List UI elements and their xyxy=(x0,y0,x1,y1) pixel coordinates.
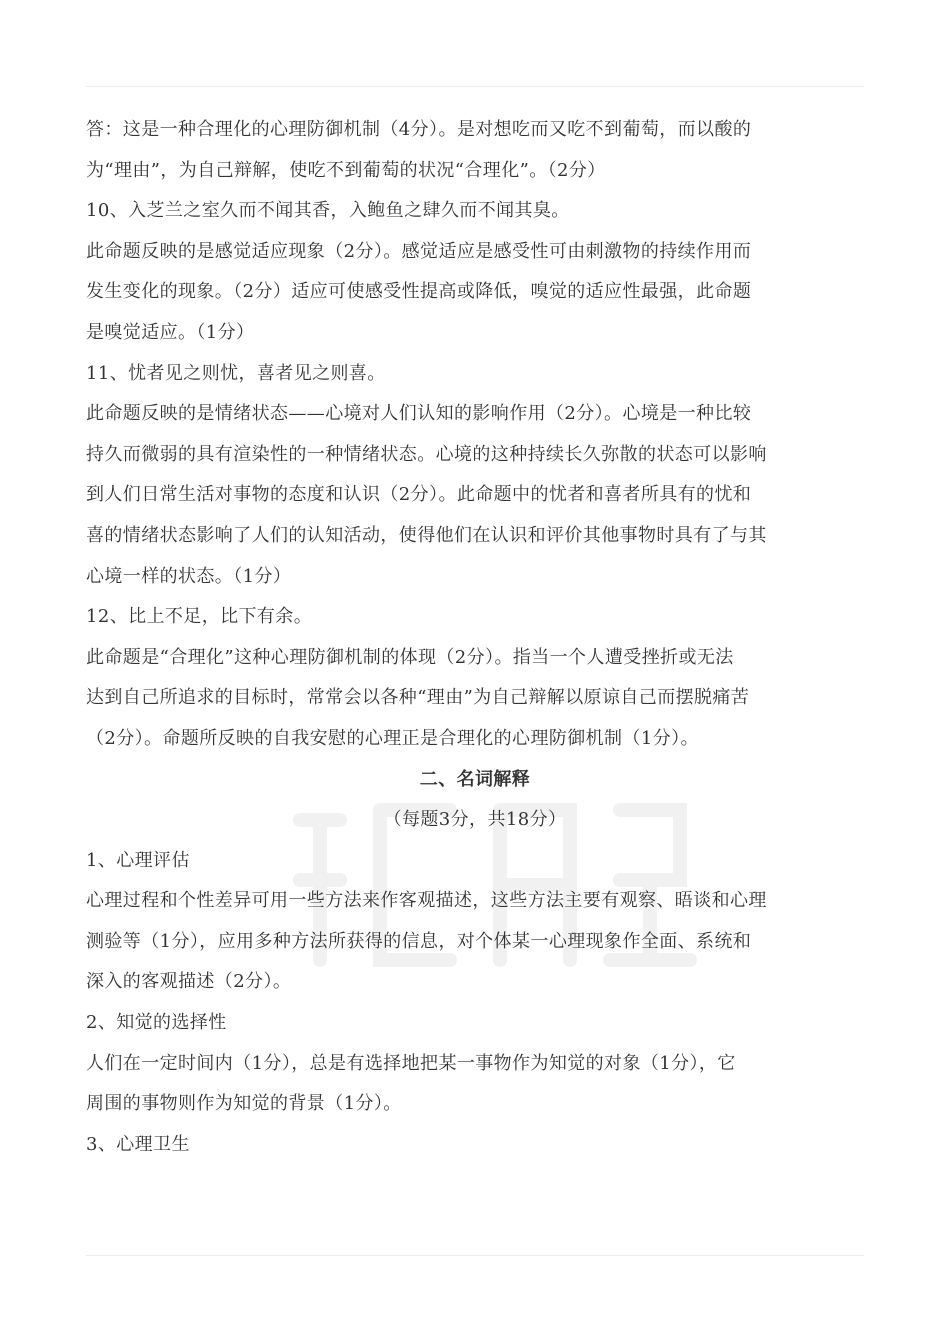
question-heading: 1、心理评估 xyxy=(86,849,190,871)
paragraph-line: 为“理由”，为自己辩解，使吃不到葡萄的状况“合理化”。（2分） xyxy=(86,159,606,181)
paragraph-line: 深入的客观描述（2分）。 xyxy=(86,971,292,993)
paragraph-line: 测验等（1分），应用多种方法所获得的信息，对个体某一心理现象作全面、系统和 xyxy=(86,930,752,952)
question-heading: 2、知觉的选择性 xyxy=(86,1012,227,1034)
paragraph-line: 心理过程和个性差异可用一些方法来作客观描述，这些方法主要有观察、晤谈和心理 xyxy=(86,890,767,912)
paragraph-line: 是嗅觉适应。（1分） xyxy=(86,321,255,343)
paragraph-line: 此命题反映的是感觉适应现象（2分）。感觉适应是感受性可由刺激物的持续作用而 xyxy=(86,240,752,262)
section-subtitle: （每题3分，共18分） xyxy=(383,809,567,831)
question-heading: 11、忧者见之则忧，喜者见之则喜。 xyxy=(86,362,386,384)
paragraph-line: 此命题反映的是情绪状态——心境对人们认知的影响作用（2分）。心境是一种比较 xyxy=(86,403,752,425)
paragraph-line: 喜的情绪状态影响了人们的认知活动，使得他们在认识和评价其他事物时具有了与其 xyxy=(86,524,767,546)
paragraph-line: 发生变化的现象。（2分）适应可使感受性提高或降低，嗅觉的适应性最强，此命题 xyxy=(86,281,752,303)
section-title: 二、名词解释 xyxy=(419,768,531,790)
paragraph-line: 达到自己所追求的目标时，常常会以各种“理由”为自己辩解以原谅自己而摆脱痛苦 xyxy=(86,687,750,709)
header-rule xyxy=(86,86,864,87)
question-heading: 10、入芝兰之室久而不闻其香，入鲍鱼之肆久而不闻其臭。 xyxy=(86,200,570,222)
footer-rule xyxy=(86,1255,864,1256)
question-heading: 3、心理卫生 xyxy=(86,1133,190,1155)
paragraph-line: 持久而微弱的具有渲染性的一种情绪状态。心境的这种持续长久弥散的状态可以影响 xyxy=(86,443,767,465)
paragraph-line: （2分）。命题所反映的自我安慰的心理正是合理化的心理防御机制（1分）。 xyxy=(86,727,699,749)
question-heading: 12、比上不足，比下有余。 xyxy=(86,606,313,628)
paragraph-line: 到人们日常生活对事物的态度和认识（2分）。此命题中的忧者和喜者所具有的忧和 xyxy=(86,484,752,506)
document-body xyxy=(86,110,864,1165)
paragraph-line: 心境一样的状态。（1分） xyxy=(86,565,292,587)
paragraph-line: 周围的事物则作为知觉的背景（1分）。 xyxy=(86,1093,402,1115)
paragraph-line: 此命题是“合理化”这种心理防御机制的体现（2分）。指当一个人遭受挫折或无法 xyxy=(86,646,734,668)
paragraph-line: 答：这是一种合理化的心理防御机制（4分）。是对想吃而又吃不到葡萄，而以酸的 xyxy=(86,119,752,140)
paragraph-line: 人们在一定时间内（1分），总是有选择地把某一事物作为知觉的对象（1分），它 xyxy=(86,1052,736,1074)
